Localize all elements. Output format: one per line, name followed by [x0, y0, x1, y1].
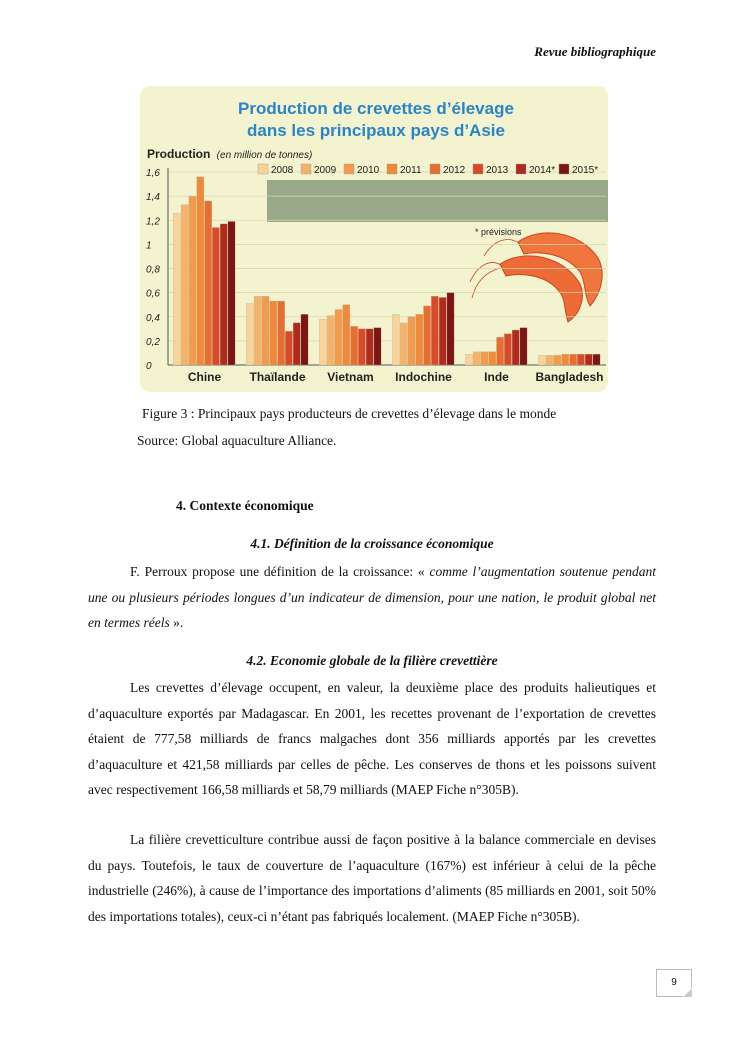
bar-2014-0 [220, 224, 227, 365]
bar-2010-2 [335, 310, 342, 365]
legend-overlay-box [267, 180, 608, 222]
legend-swatch [344, 164, 354, 174]
legend-swatch [473, 164, 483, 174]
bar-2009-2 [327, 316, 334, 365]
x-category-label: Bangladesh [535, 370, 604, 384]
bar-2014-5 [585, 354, 592, 365]
y-tick-label: 0,4 [146, 312, 160, 324]
definition-quote: comme l’augmentation soutenue pendant une ou plusieurs périodes longues d’un indicateur de dimension, pour une nation, le produit global net en termes réels [88, 564, 657, 631]
legend-label: 2014* [529, 165, 556, 176]
bar-2013-2 [358, 329, 365, 365]
legend-label: 2011 [400, 165, 422, 176]
legend-swatch [301, 164, 311, 174]
bar-2010-5 [554, 355, 561, 365]
bar-2013-1 [285, 331, 292, 365]
figure-source: Source: Global aquaculture Alliance. [137, 433, 337, 448]
bar-2013-5 [577, 354, 584, 365]
legend-swatch [387, 164, 397, 174]
y-tick-label: 1,6 [146, 168, 160, 179]
bar-2015-4 [520, 328, 527, 365]
bar-2015-0 [228, 221, 235, 365]
bar-2008-5 [538, 355, 545, 365]
bar-2012-4 [497, 337, 504, 365]
bar-2008-1 [246, 303, 253, 365]
bar-2009-5 [546, 355, 553, 365]
bar-2015-2 [374, 328, 381, 365]
bar-2008-0 [173, 213, 180, 365]
bar-2014-4 [512, 330, 519, 365]
bar-2010-1 [262, 296, 269, 365]
bar-2008-4 [465, 354, 472, 365]
bar-2011-1 [270, 301, 277, 365]
bar-2011-2 [343, 305, 350, 365]
paragraph-definition [88, 559, 656, 636]
shrimp-production-chart [140, 86, 608, 392]
x-category-label: Indochine [395, 370, 452, 384]
bar-2012-1 [278, 301, 285, 365]
bar-2013-4 [504, 334, 511, 365]
bar-2011-5 [562, 354, 569, 365]
bar-2014-2 [366, 329, 373, 365]
running-header: Revue bibliographique [534, 44, 656, 59]
paragraph-economy-2 [88, 827, 656, 929]
bar-2014-3 [439, 297, 446, 365]
y-tick-label: 0,6 [146, 288, 160, 300]
legend-label: 2013 [486, 165, 509, 176]
legend-swatch [516, 164, 526, 174]
bar-2015-1 [301, 314, 308, 365]
chart-figure [140, 86, 608, 392]
bar-2008-2 [319, 319, 326, 365]
bar-2013-3 [431, 296, 438, 365]
bar-2015-3 [447, 293, 454, 365]
bar-2010-4 [481, 352, 488, 365]
bar-2011-3 [416, 314, 423, 365]
shrimp-illustration [470, 233, 602, 322]
legend-label: 2008 [271, 165, 294, 176]
bar-2015-5 [593, 354, 600, 365]
definition-end: ». [169, 615, 184, 631]
economy-text-1: Les crevettes d’élevage occupent, en valeur, la deuxième place des produits halieutiques et d’aquaculture exportés par Madagascar. En 2001, les recettes provenant de l’exportation de crevettes étaient de 777,58 milliards de francs malgaches dont 356 milliards apportés par les crevettes d’aquaculture et 421,58 milliards par celles de pêche. Les conserves de thons et les poissons suivent avec respectivement 166,58 milliards et 58,79 milliards (MAEP Fiche n°305B). [88, 680, 656, 798]
bar-2009-3 [400, 323, 407, 365]
chart-title-line1: Production de crevettes d’élevage [238, 99, 514, 118]
section-heading-4: 4. Contexte économique [176, 498, 314, 513]
bar-2010-3 [408, 317, 415, 365]
forecast-note: * prévisions [475, 227, 522, 237]
y-tick-label: 1,4 [146, 192, 160, 204]
paragraph-economy-1 [88, 675, 656, 803]
legend-label: 2010 [357, 165, 380, 176]
y-axis-label: Production [147, 147, 211, 161]
y-tick-label: 0,2 [146, 336, 160, 348]
legend-swatch [430, 164, 440, 174]
legend-label: 2012 [443, 165, 466, 176]
definition-text: F. Perroux propose une définition de la croissance: « [130, 564, 430, 579]
svg-text:Production (en million d [147, 147, 312, 161]
x-category-label: Chine [187, 370, 222, 384]
bar-2012-5 [570, 354, 577, 365]
y-tick-label: 1,2 [146, 216, 160, 228]
bar-2009-0 [181, 205, 188, 365]
y-tick-label: 0,8 [146, 264, 160, 276]
x-category-label: Thaïlande [249, 370, 306, 384]
bar-2008-3 [392, 314, 399, 365]
figure-caption: Figure 3 : Principaux pays producteurs de crevettes d’élevage dans le monde [142, 406, 557, 421]
bar-2009-4 [473, 352, 480, 365]
bar-2012-2 [351, 326, 358, 365]
x-category-label: Vietnam [327, 370, 374, 384]
bar-2013-0 [212, 227, 219, 365]
bar-2011-4 [489, 352, 496, 365]
legend-swatch [258, 164, 268, 174]
bar-2010-0 [189, 196, 196, 365]
bar-2012-0 [205, 201, 212, 365]
page-number: 9 [656, 969, 692, 997]
x-category-label: Inde [484, 370, 509, 384]
bar-2009-1 [254, 296, 261, 365]
y-tick-label: 0 [146, 361, 152, 372]
shrimp-body-2 [500, 256, 582, 322]
y-tick-label: 1 [146, 240, 152, 252]
legend-label: 2015* [572, 165, 599, 176]
legend-swatch [559, 164, 569, 174]
section-heading-4-1: 4.1. Définition de la croissance économique [250, 536, 494, 551]
chart-title-line2: dans les principaux pays d’Asie [247, 121, 505, 140]
bar-2012-3 [424, 306, 431, 365]
bar-2014-1 [293, 323, 300, 365]
legend-label: 2009 [314, 165, 337, 176]
economy-text-2: La filière crevetticulture contribue aussi de façon positive à la balance commerciale en devises du pays. Toutefois, le taux de couverture de l’aquaculture (167%) est inférieur à celui de la pêche industrielle (246%), à cause de l’importance des importations d’aliments (85 milliards en 2001, soit 50% des importations totales), ceux-ci n’étant pas fabriqués localement. (MAEP Fiche n°305B). [88, 832, 656, 924]
y-axis-unit: (en million de tonnes) [216, 150, 313, 161]
section-heading-4-2: 4.2. Economie globale de la filière crevettière [246, 653, 498, 668]
bar-2011-0 [197, 177, 204, 365]
